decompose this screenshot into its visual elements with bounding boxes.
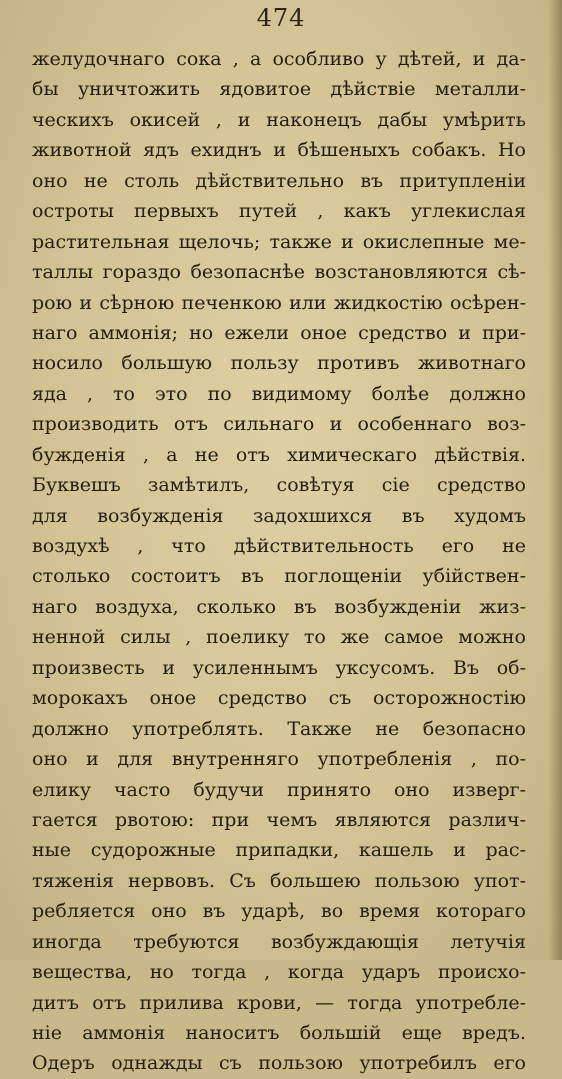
text-line: морокахъ оное средство съ осторожностію: [32, 687, 526, 710]
text-line: яда , то это по видимому болѣе должно: [32, 382, 526, 405]
text-line: ненной силы , поелику то же самое можно: [32, 626, 526, 649]
page-edge-shadow: [548, 0, 562, 960]
page-number: 474: [256, 4, 306, 32]
text-line: рою и сѣрною печенкою или жидкостію осѣрен-: [32, 291, 526, 314]
text-line: должно употреблять. Также не безопасно: [32, 717, 526, 740]
text-line: столько состоитъ въ поглощеніи убійствен-: [32, 565, 526, 588]
text-line: наго аммонія; но ежели оное средство и при-: [32, 321, 526, 344]
text-line: наго воздуха, сколько въ возбужденіи жиз-: [32, 595, 526, 618]
text-line: бы уничтожить ядовитое дѣйствіе металли-: [32, 78, 526, 101]
text-line: елику часто будучи принято оно изверг-: [32, 778, 526, 801]
body-text: [32, 44, 526, 1079]
text-line: тяженія нервовъ. Съ большею пользою упот-: [32, 869, 526, 892]
text-line: вещества, но тогда , когда ударъ происхо-: [32, 961, 526, 984]
text-line: желудочнаго сока , а особливо у дѣтей, и да-: [32, 48, 526, 70]
text-line: оно и для внутренняго употребленія , по-: [32, 748, 526, 771]
text-line: остроты первыхъ путей , какъ углекислая: [32, 200, 526, 223]
text-line: оно не столь дѣйствительно въ притупленіи: [32, 169, 526, 192]
text-line: производить отъ сильнаго и особеннаго воз-: [32, 413, 526, 436]
text-line: Одеръ однажды съ пользою употребилъ его: [32, 1052, 526, 1075]
text-line: иногда требуются возбуждающія летучія: [32, 930, 526, 953]
text-line: ребляется оно въ ударѣ, во время котораго: [32, 900, 526, 923]
text-line: произвесть и усиленнымъ уксусомъ. Въ об-: [32, 656, 526, 679]
text-line: носило большую пользу противъ животнаго: [32, 352, 526, 375]
text-line: ніе аммонія наноситъ большій еще вредъ.: [32, 1022, 526, 1044]
text-line: ные судорожные припадки, кашель и рас-: [32, 839, 526, 862]
text-line: дитъ отъ прилива крови, — тогда употребле-: [32, 991, 526, 1014]
text-line: растительная щелочь; также и окислепные ме-: [32, 230, 526, 253]
text-line: таллы гораздо безопаснѣе возстановляются сѣ-: [32, 261, 526, 284]
text-line: бужденія , а не отъ химическаго дѣйствія.: [32, 443, 526, 466]
text-line: Буквешъ замѣтилъ, совѣтуя сіе средство: [32, 474, 526, 497]
text-line: животной ядъ ехиднъ и бѣшеныхъ собакъ. Но: [32, 139, 526, 162]
text-line: воздухѣ , что дѣйствительность его не: [32, 535, 526, 557]
text-line: ческихъ окисей , и наконецъ дабы умѣрить: [32, 108, 526, 131]
text-line: гается рвотою: при чемъ являются различ-: [32, 808, 526, 831]
text-line: для возбужденія задохшихся въ худомъ: [32, 504, 526, 527]
